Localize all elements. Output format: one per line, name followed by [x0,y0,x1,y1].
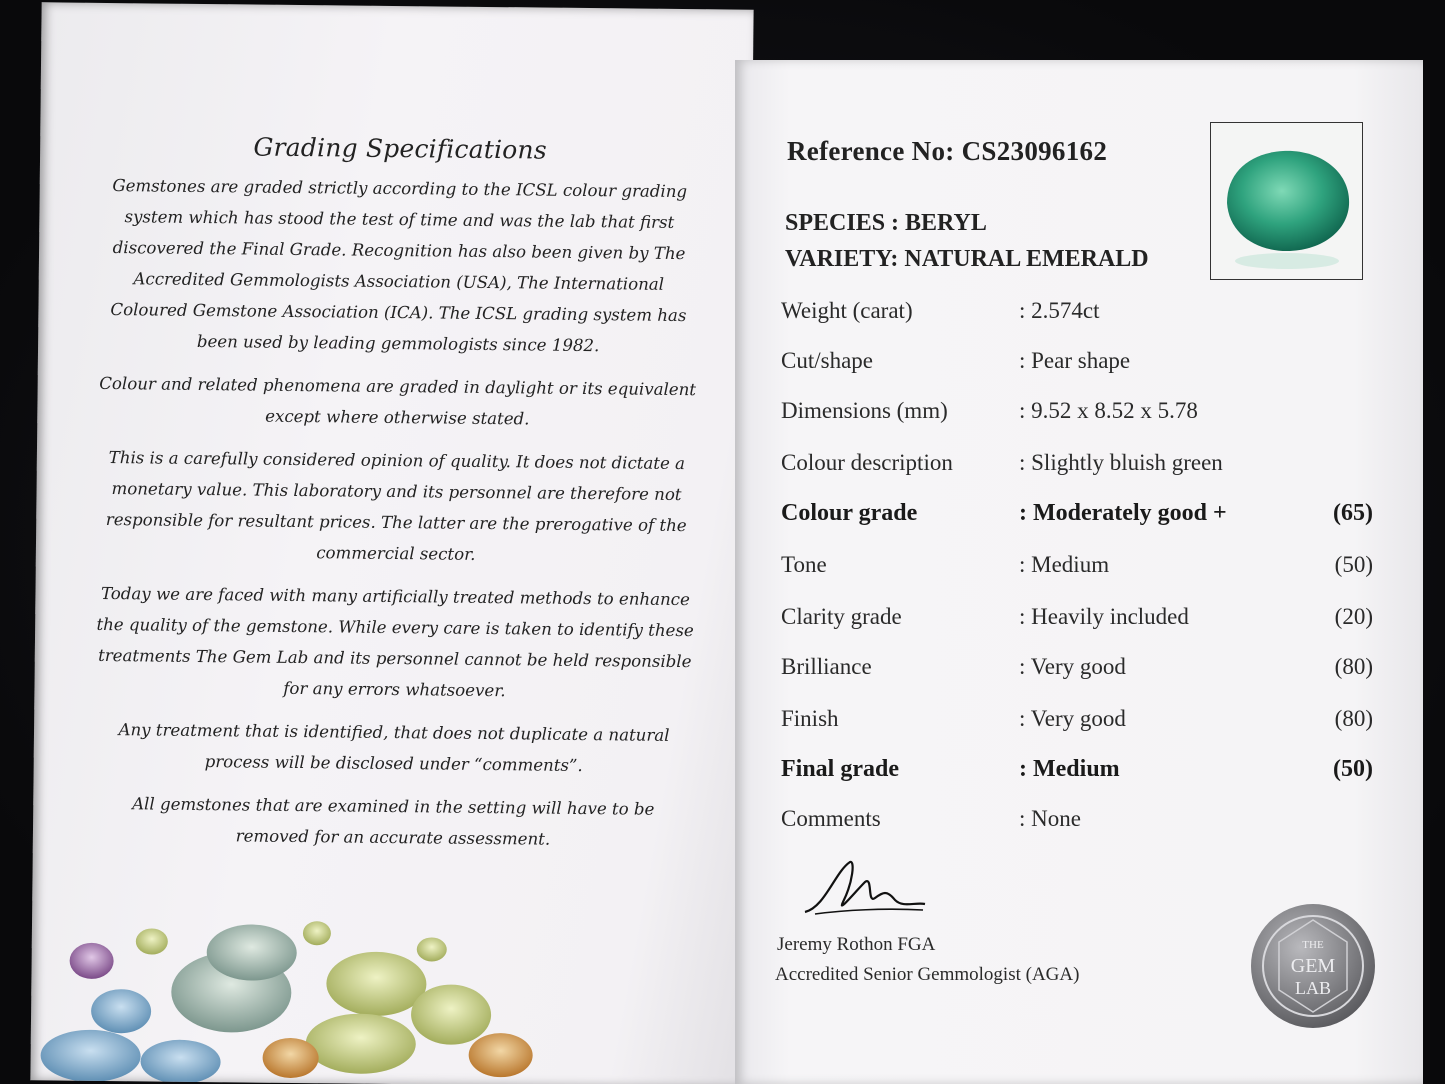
row-value: : Very good [1019,654,1126,679]
row-score: (50) [1334,552,1373,577]
row-clarity-grade [781,604,1373,638]
row-value: : Medium [1019,756,1120,782]
row-brilliance [781,654,1373,688]
reference-number: Reference No: CS23096162 [787,136,1108,166]
row-value: : Pear shape [1019,348,1131,373]
row-label: Dimensions (mm) [781,398,948,423]
row-colour-grade [781,500,1373,534]
row-label: Cut/shape [781,348,873,373]
spec-paragraph: All gemstones that are examined in the setting will have to be removed for an accurate assessment. [132,794,655,849]
row-finish [781,706,1373,740]
row-tone [781,552,1373,586]
gemstone-photo [1210,122,1363,280]
row-value: : None [1019,806,1081,831]
spec-paragraph: Any treatment that is identified, that does not duplicate a natural process will be disclosed under “comments”. [118,720,670,776]
row-score: (80) [1334,654,1373,679]
row-label: Finish [781,706,839,731]
row-score: (65) [1333,500,1373,526]
variety: VARIETY: NATURAL EMERALD [785,246,1149,272]
row-value: : Medium [1019,552,1110,577]
row-dimensions [781,398,1373,432]
row-value: : Very good [1019,706,1126,731]
row-label: Final grade [781,756,899,782]
spec-paragraph: This is a carefully considered opinion of quality. It does not dictate a monetary value. This laboratory and its personnel are therefore not responsible for resultant prices. The latter are the prerogative of the commercial sector. [105,448,687,564]
seal-text: LAB [1295,978,1331,998]
row-value: : Slightly bluish green [1019,450,1223,475]
right-page [735,60,1423,1084]
gem-lab-seal [1249,902,1377,1030]
row-score: (80) [1334,706,1373,731]
row-weight [781,298,1373,332]
signer-title: Accredited Senior Gemmologist (AGA) [775,964,1080,985]
row-final-grade [781,756,1373,790]
spec-paragraph: Today we are faced with many artificially treated methods to enhance the quality of the gemstone. While every care is taken to identify these treatments The Gem Lab and its personnel cannot be held responsible for any errors whatsoever. [96,583,694,701]
row-cut-shape [781,348,1373,382]
row-label: Tone [781,552,827,577]
species: SPECIES : BERYL [785,210,987,236]
row-value: : 9.52 x 8.52 x 5.78 [1019,398,1198,423]
signer-name: Jeremy Rothon FGA [777,934,936,955]
spec-paragraph: Gemstones are graded strictly according to the ICSL colour grading system which has stood the test of time and was the lab that first discovered the Final Grade. Recognition has also been given by The Accredited Gemmologists Association (USA), The International Coloured Gemstone Association (ICA). The ICSL grading system has been used by leading gemmologists since 1982. [110,176,688,356]
row-label: Weight (carat) [781,298,913,323]
row-label: Colour description [781,450,953,475]
row-score: (20) [1334,604,1373,629]
spec-paragraph: Colour and related phenomena are graded in daylight or its equivalent except where otherwise stated. [99,373,697,429]
row-value: : 2.574ct [1019,298,1100,323]
grading-specifications [93,131,701,868]
row-comments [781,806,1373,840]
left-page [30,2,753,1084]
gemstones-illustration [30,890,552,1084]
row-score: (50) [1333,756,1373,782]
row-label: Clarity grade [781,604,902,629]
row-label: Brilliance [781,654,872,679]
signature [795,852,935,932]
row-value: : Heavily included [1019,604,1189,629]
row-colour-description [781,450,1373,484]
seal-text: GEM [1290,955,1336,977]
spec-title: Grading Specifications [253,132,547,165]
row-label: Comments [781,806,881,831]
row-value: : Moderately good + [1019,500,1227,526]
seal-text: THE [1302,939,1324,951]
emerald-image [1211,123,1363,280]
row-label: Colour grade [781,500,918,526]
